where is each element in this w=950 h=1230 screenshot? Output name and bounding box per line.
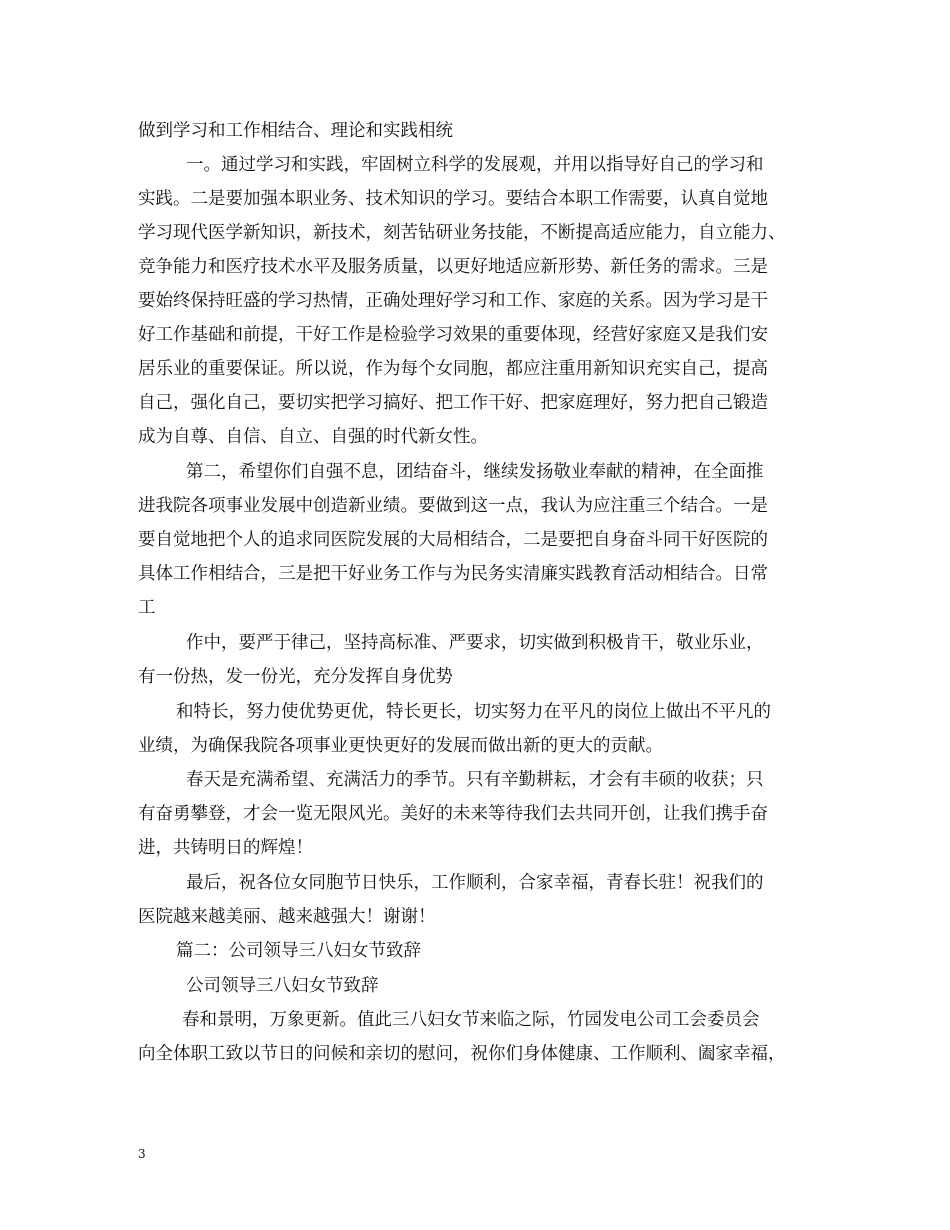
- text-line: 最后，祝各位女同胞节日快乐，工作顺利，合家幸福，青春长驻！祝我们的: [186, 873, 764, 893]
- text-line: 一。通过学习和实践，牢固树立科学的发展观，并用以指导好自己的学习和: [186, 155, 764, 175]
- text-line: 要始终保持旺盛的学习热情，正确处理好学习和工作、家庭的关系。因为学习是干: [138, 291, 768, 311]
- text-line: 第二，希望你们自强不息，团结奋斗，继续发扬敬业奉献的精神，在全面推: [186, 462, 764, 482]
- text-line: 实践。二是要加强本职业务、技术知识的学习。要结合本职工作需要，认真自觉地: [138, 189, 768, 209]
- text-line: 春和景明，万象更新。值此三八妇女节来临之际，竹园发电公司工会委员会: [182, 1010, 760, 1030]
- text-line: 成为自尊、自信、自立、自强的时代新女性。: [138, 427, 488, 447]
- article-title: 公司领导三八妇女节致辞: [186, 976, 379, 996]
- text-line: 竞争能力和医疗技术水平及服务质量，以更好地适应新形势、新任务的需求。三是: [138, 257, 768, 277]
- text-line: 春天是充满希望、充满活力的季节。只有辛勤耕耘，才会有丰硕的收获；只: [186, 770, 764, 790]
- text-line: 具体工作相结合，三是把干好业务工作与为民务实清廉实践教育活动相结合。日常: [138, 564, 768, 584]
- text-line: 进，共铸明日的辉煌！: [138, 838, 313, 858]
- text-line: 工: [138, 598, 156, 618]
- text-line: 作中，要严于律己，坚持高标准、严要求，切实做到积极肯干，敬业乐业，: [186, 633, 764, 653]
- text-line: 做到学习和工作相结合、理论和实践相统: [138, 121, 453, 141]
- text-line: 自己，强化自己，要切实把学习搞好、把工作干好、把家庭理好，努力把自己锻造: [138, 393, 768, 413]
- text-line: 医院越来越美丽、越来越强大！谢谢！: [138, 907, 436, 927]
- text-line: 向全体职工致以节日的问候和亲切的慰问，祝你们身体健康、工作顺利、阖家幸福，: [138, 1044, 786, 1064]
- text-line: 有奋勇攀登，才会一览无限风光。美好的未来等待我们去共同开创，让我们携手奋: [138, 804, 768, 824]
- text-line: 和特长，努力使优势更优，特长更长，切实努力在平凡的岗位上做出不平凡的: [176, 702, 771, 722]
- section-heading: 篇二：公司领导三八妇女节致辞: [176, 941, 421, 961]
- text-line: 要自觉地把个人的追求同医院发展的大局相结合，二是要把自身奋斗同干好医院的: [138, 530, 768, 550]
- text-line: 有一份热，发一份光，充分发挥自身优势: [138, 667, 453, 687]
- page-number: 3: [138, 1147, 146, 1161]
- text-line: 学习现代医学新知识，新技术，刻苦钻研业务技能，不断提高适应能力，自立能力、: [138, 223, 786, 243]
- text-line: 好工作基础和前提，干好工作是检验学习效果的重要体现，经营好家庭又是我们安: [138, 325, 768, 345]
- text-line: 业绩，为确保我院各项事业更快更好的发展而做出新的更大的贡献。: [138, 736, 663, 756]
- text-line: 居乐业的重要保证。所以说，作为每个女同胞，都应注重用新知识充实自己，提高: [138, 359, 768, 379]
- text-line: 进我院各项事业发展中创造新业绩。要做到这一点，我认为应注重三个结合。一是: [138, 496, 768, 516]
